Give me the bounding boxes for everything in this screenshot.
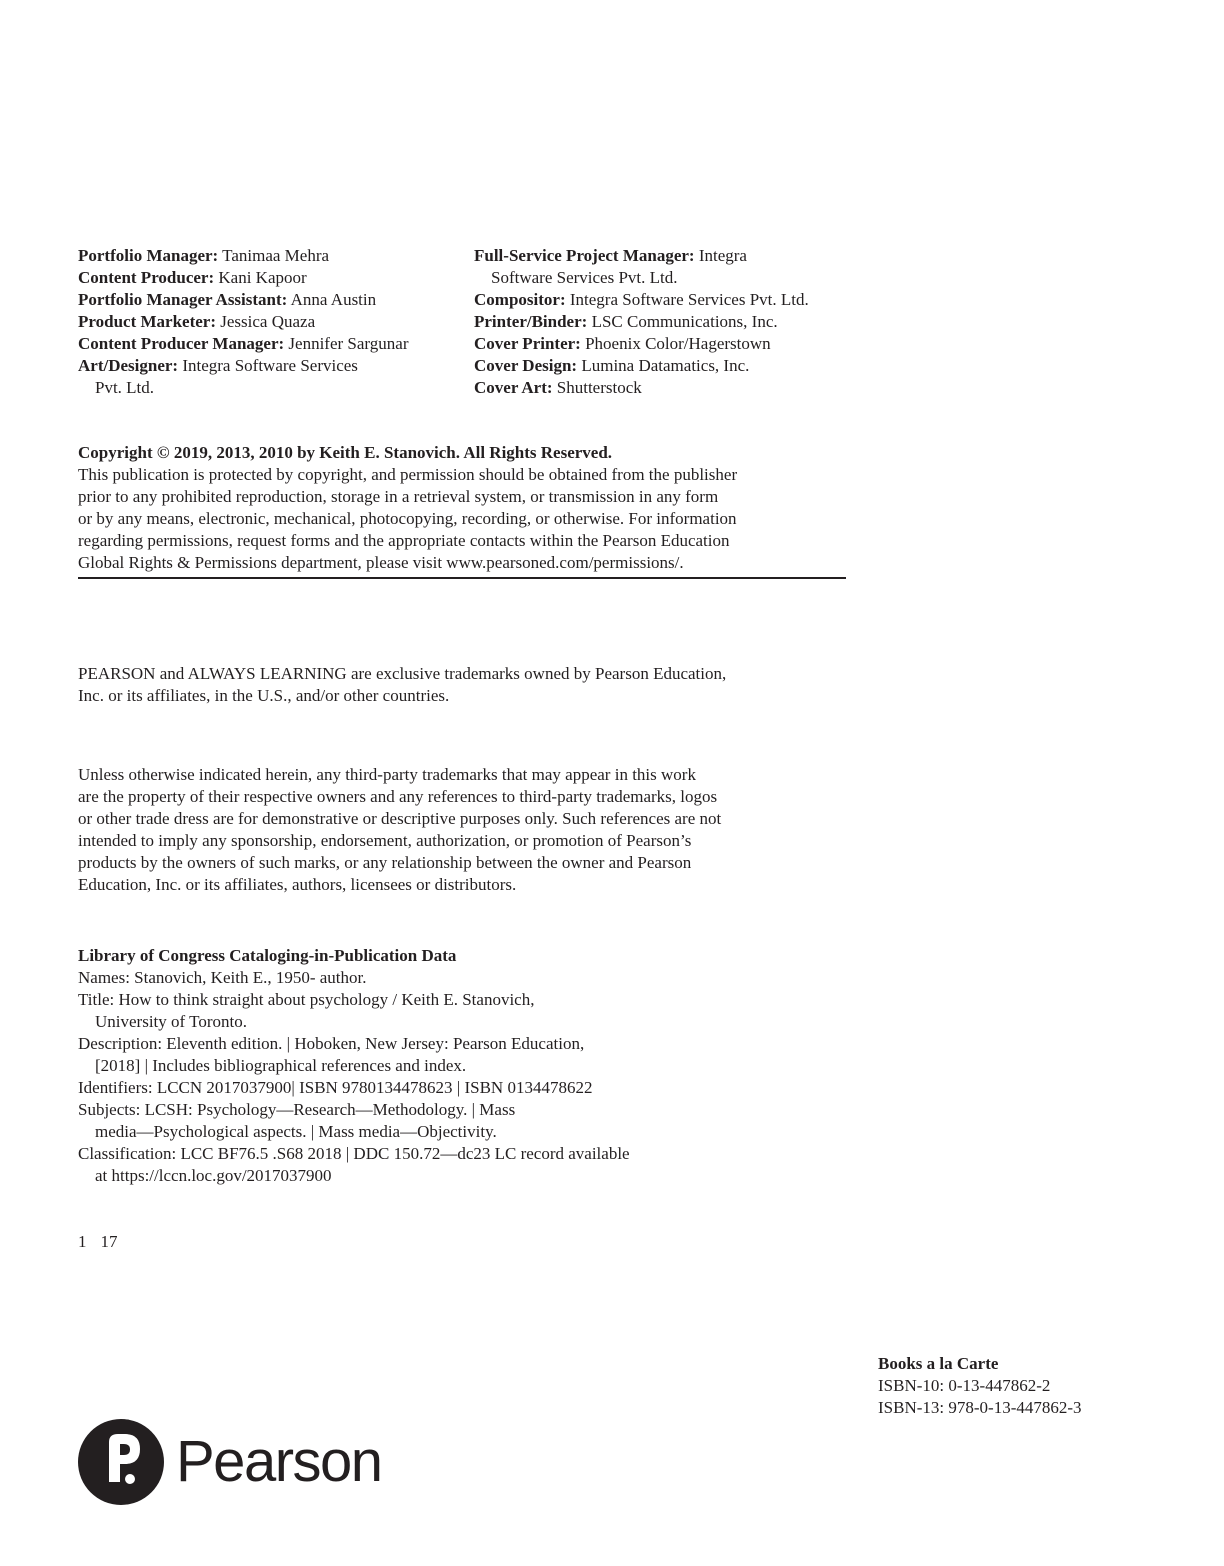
third-party-line: Education, Inc. or its affiliates, authors, licensees or distributors.: [78, 875, 517, 894]
credit-content-producer: Content Producer: Kani Kapoor: [78, 268, 307, 287]
pearson-logo-dot: [125, 1474, 135, 1484]
copyright-line: This publication is protected by copyright, and permission should be obtained from the publisher: [78, 465, 738, 484]
third-party-line: are the property of their respective owners and any references to third-party trademarks, logos: [78, 787, 718, 806]
pearson-logo: [78, 1413, 398, 1513]
edition-title: Books a la Carte: [878, 1354, 999, 1373]
third-party-notice: [78, 764, 848, 896]
copyright-line: regarding permissions, request forms and the appropriate contacts within the Pearson Education: [78, 531, 730, 550]
print-number: 1: [78, 1232, 87, 1251]
third-party-line: Unless otherwise indicated herein, any third-party trademarks that may appear in this work: [78, 765, 696, 784]
pearson-logo-graphic: [78, 1413, 398, 1513]
credit-content-producer-manager: Content Producer Manager: Jennifer Sargunar: [78, 334, 409, 353]
cip-title: Title: How to think straight about psychology / Keith E. Stanovich,: [78, 990, 535, 1009]
section-divider: [78, 577, 846, 579]
cip-classification: Classification: LCC BF76.5 .S68 2018 | DDC 150.72—dc23 LC record available: [78, 1144, 630, 1163]
cip-heading: Library of Congress Cataloging-in-Publication Data: [78, 946, 457, 965]
copyright-line: Global Rights & Permissions department, please visit www.pearsoned.com/permissions/.: [78, 553, 684, 572]
credit-art-designer: Art/Designer: Integra Software Services: [78, 356, 358, 375]
printing-line: [78, 1231, 118, 1253]
credit-printer-binder: Printer/Binder: LSC Communications, Inc.: [474, 312, 778, 331]
copyright-heading: Copyright © 2019, 2013, 2010 by Keith E. Stanovich. All Rights Reserved.: [78, 443, 613, 462]
third-party-line: or other trade dress are for demonstrative or descriptive purposes only. Such references are not: [78, 809, 722, 828]
credit-product-marketer: Product Marketer: Jessica Quaza: [78, 312, 316, 331]
cip-identifiers: Identifiers: LCCN 2017037900| ISBN 9780134478623 | ISBN 0134478622: [78, 1078, 593, 1097]
copyright-line: prior to any prohibited reproduction, storage in a retrieval system, or transmission in any form: [78, 487, 719, 506]
credit-project-manager-continued: Software Services Pvt. Ltd.: [491, 268, 678, 287]
credits-right-column: [474, 245, 809, 399]
cip-subjects: Subjects: LCSH: Psychology—Research—Methodology. | Mass: [78, 1100, 516, 1119]
copyright-notice: [78, 442, 848, 574]
credit-portfolio-manager-assistant: Portfolio Manager Assistant: Anna Austin: [78, 290, 377, 309]
credit-cover-design: Cover Design: Lumina Datamatics, Inc.: [474, 356, 750, 375]
credit-cover-printer: Cover Printer: Phoenix Color/Hagerstown: [474, 334, 771, 353]
credits-left-column: [78, 245, 408, 399]
copyright-line: or by any means, electronic, mechanical, photocopying, recording, or otherwise. For information: [78, 509, 737, 528]
credit-project-manager: Full-Service Project Manager: Integra: [474, 246, 747, 265]
cip-names: Names: Stanovich, Keith E., 1950- author.: [78, 968, 367, 987]
credit-portfolio-manager: Portfolio Manager: Tanimaa Mehra: [78, 246, 330, 265]
cip-classification-continued: at https://lccn.loc.gov/2017037900: [95, 1166, 332, 1185]
trademark-line: PEARSON and ALWAYS LEARNING are exclusive trademarks owned by Pearson Education,: [78, 664, 727, 683]
cip-title-continued: University of Toronto.: [95, 1012, 247, 1031]
isbn-13: ISBN-13: 978-0-13-447862-3: [878, 1398, 1082, 1417]
credit-compositor: Compositor: Integra Software Services Pvt. Ltd.: [474, 290, 809, 309]
cip-description: Description: Eleventh edition. | Hoboken, New Jersey: Pearson Education,: [78, 1034, 585, 1053]
third-party-line: products by the owners of such marks, or any relationship between the owner and Pearson: [78, 853, 692, 872]
pearson-logo-wordmark: Pearson: [176, 1429, 382, 1494]
cip-subjects-continued: media—Psychological aspects. | Mass media—Objectivity.: [95, 1122, 497, 1141]
trademark-line: Inc. or its affiliates, in the U.S., and/or other countries.: [78, 686, 450, 705]
print-year: 17: [100, 1232, 118, 1251]
trademark-notice: [78, 663, 848, 707]
edition-isbn-block: [878, 1353, 1082, 1419]
third-party-line: intended to imply any sponsorship, endorsement, authorization, or promotion of Pearson’s: [78, 831, 692, 850]
credit-art-designer-continued: Pvt. Ltd.: [95, 378, 155, 397]
cip-description-continued: [2018] | Includes bibliographical references and index.: [95, 1056, 467, 1075]
cip-data: [78, 945, 778, 1187]
isbn-10: ISBN-10: 0-13-447862-2: [878, 1376, 1051, 1395]
credit-cover-art: Cover Art: Shutterstock: [474, 378, 642, 397]
